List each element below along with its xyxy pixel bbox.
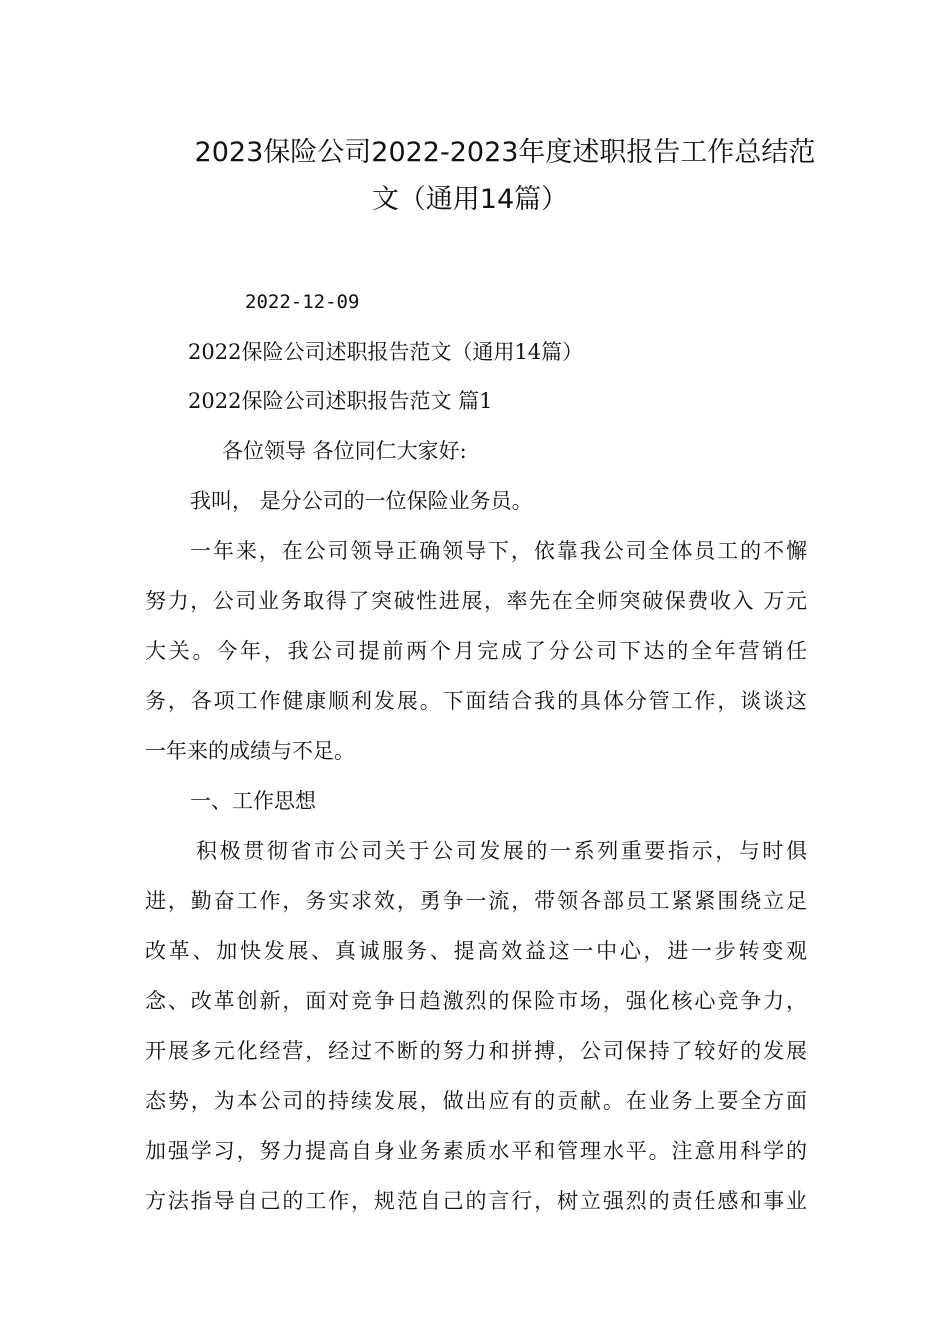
section-heading: 2022保险公司述职报告范文 篇1: [188, 389, 493, 413]
paragraph-2-line: 方法指导自己的工作，规范自己的言行，树立强烈的责任感和事业: [145, 1189, 807, 1213]
paragraph-1-line: 努力，公司业务取得了突破性进展，率先在全师突破保费收入 万元: [145, 589, 807, 613]
document-title-line-1: 2023保险公司2022-2023年度述职报告工作总结范: [194, 137, 816, 168]
paragraph-2-line: 加强学习，努力提高自身业务素质水平和管理水平。注意用科学的: [145, 1139, 807, 1163]
paragraph-2-line: 积极贯彻省市公司关于公司发展的一系列重要指示，与时俱: [196, 839, 807, 863]
paragraph-1-line: 大关。今年，我公司提前两个月完成了分公司下达的全年营销任: [145, 639, 807, 663]
greeting: 各位领导 各位同仁大家好:: [222, 439, 467, 463]
paragraph-1-line: 一年来，在公司领导正确领导下，依靠我公司全体员工的不懈: [190, 539, 807, 563]
paragraph-2-line: 改革、加快发展、真诚服务、提高效益这一中心，进一步转变观: [145, 939, 807, 963]
paragraph-2-line: 念、改革创新，面对竞争日趋激烈的保险市场，强化核心竞争力，: [145, 989, 807, 1013]
paragraph-1-line: 一年来的成绩与不足。: [145, 739, 355, 763]
document-date: 2022-12-09: [245, 291, 360, 313]
paragraph-2-line: 开展多元化经营，经过不断的努力和拼搏，公司保持了较好的发展: [145, 1039, 807, 1063]
document-subtitle: 2022保险公司述职报告范文（通用14篇）: [188, 340, 584, 364]
document-title-line-2: 文（通用14篇）: [371, 184, 569, 215]
paragraph-2-line: 态势，为本公司的持续发展，做出应有的贡献。在业务上要全方面: [145, 1089, 807, 1113]
heading-work-thought: 一、工作思想: [190, 789, 316, 813]
paragraph-1-line: 务，各项工作健康顺利发展。下面结合我的具体分管工作，谈谈这: [145, 689, 807, 713]
intro-line: 我叫， 是分公司的一位保险业务员。: [190, 489, 533, 513]
paragraph-2-line: 进，勤奋工作，务实求效，勇争一流，带领各部员工紧紧围绕立足: [145, 889, 807, 913]
